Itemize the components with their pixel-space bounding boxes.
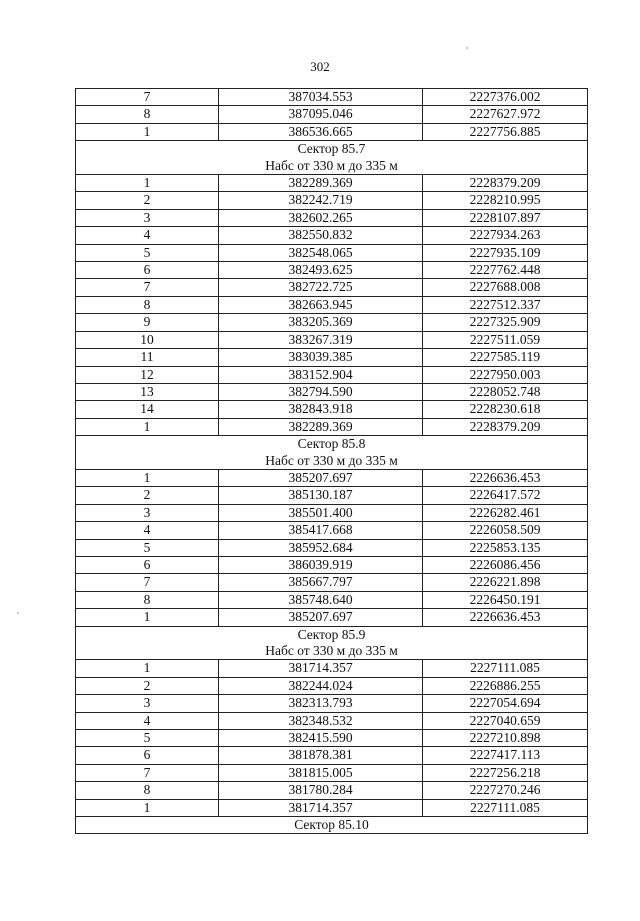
x-coordinate-cell: 382794.590: [219, 383, 423, 400]
point-number-cell: 1: [76, 123, 219, 140]
table-row: [76, 227, 588, 244]
x-coordinate-cell: 383039.385: [219, 349, 423, 366]
x-coordinate-cell: 382548.065: [219, 244, 423, 261]
x-coordinate-cell: 385417.668: [219, 522, 423, 539]
point-number-cell: 5: [76, 730, 219, 747]
table-row: [76, 262, 588, 279]
table-row: [76, 782, 588, 799]
sector-header-row: [76, 626, 588, 643]
table-row: [76, 244, 588, 261]
point-number-cell: 2: [76, 487, 219, 504]
y-coordinate-cell: 2228107.897: [423, 209, 588, 226]
table-row: [76, 591, 588, 608]
table-row: [76, 279, 588, 296]
x-coordinate-cell: 381878.381: [219, 747, 423, 764]
table-row: [76, 331, 588, 348]
y-coordinate-cell: 2227585.119: [423, 349, 588, 366]
x-coordinate-cell: 382313.793: [219, 695, 423, 712]
x-coordinate-cell: 382242.719: [219, 192, 423, 209]
table-row: [76, 574, 588, 591]
point-number-cell: 8: [76, 591, 219, 608]
table-row: [76, 123, 588, 140]
sector-height-row: [76, 453, 588, 470]
y-coordinate-cell: 2227325.909: [423, 314, 588, 331]
table-row: [76, 764, 588, 781]
table-row: [76, 401, 588, 418]
y-coordinate-cell: 2226221.898: [423, 574, 588, 591]
point-number-cell: 1: [76, 660, 219, 677]
table-row: [76, 209, 588, 226]
y-coordinate-cell: 2227417.113: [423, 747, 588, 764]
sector-height-range: Набс от 330 м до 335 м: [76, 158, 588, 175]
y-coordinate-cell: 2225853.135: [423, 539, 588, 556]
x-coordinate-cell: 383152.904: [219, 366, 423, 383]
y-coordinate-cell: 2226886.255: [423, 677, 588, 694]
y-coordinate-cell: 2226282.461: [423, 504, 588, 521]
table-row: [76, 504, 588, 521]
table-row: [76, 366, 588, 383]
x-coordinate-cell: 385130.187: [219, 487, 423, 504]
x-coordinate-cell: 383267.319: [219, 331, 423, 348]
y-coordinate-cell: 2226636.453: [423, 609, 588, 626]
x-coordinate-cell: 381815.005: [219, 764, 423, 781]
x-coordinate-cell: 382348.532: [219, 712, 423, 729]
sector-title: Сектор 85.9: [76, 626, 588, 643]
sector-title: Сектор 85.10: [76, 817, 588, 834]
y-coordinate-cell: 2227511.059: [423, 331, 588, 348]
y-coordinate-cell: 2227950.003: [423, 366, 588, 383]
x-coordinate-cell: 385952.684: [219, 539, 423, 556]
table-row: [76, 556, 588, 573]
table-row: [76, 487, 588, 504]
x-coordinate-cell: 382244.024: [219, 677, 423, 694]
y-coordinate-cell: 2227627.972: [423, 106, 588, 123]
y-coordinate-cell: 2227376.002: [423, 89, 588, 106]
table-row: [76, 747, 588, 764]
x-coordinate-cell: 385748.640: [219, 591, 423, 608]
point-number-cell: 5: [76, 539, 219, 556]
point-number-cell: 1: [76, 799, 219, 816]
x-coordinate-cell: 381780.284: [219, 782, 423, 799]
y-coordinate-cell: 2227210.898: [423, 730, 588, 747]
x-coordinate-cell: 385501.400: [219, 504, 423, 521]
y-coordinate-cell: 2227054.694: [423, 695, 588, 712]
y-coordinate-cell: 2228379.209: [423, 418, 588, 435]
x-coordinate-cell: 387095.046: [219, 106, 423, 123]
y-coordinate-cell: 2227512.337: [423, 296, 588, 313]
x-coordinate-cell: 387034.553: [219, 89, 423, 106]
page-number: 302: [310, 59, 330, 74]
point-number-cell: 12: [76, 366, 219, 383]
y-coordinate-cell: 2227270.246: [423, 782, 588, 799]
coordinates-table: [75, 88, 588, 834]
sector-header-row: [76, 436, 588, 453]
y-coordinate-cell: 2227688.008: [423, 279, 588, 296]
point-number-cell: 7: [76, 764, 219, 781]
point-number-cell: 11: [76, 349, 219, 366]
table-row: [76, 106, 588, 123]
point-number-cell: 6: [76, 747, 219, 764]
point-number-cell: 4: [76, 227, 219, 244]
point-number-cell: 2: [76, 677, 219, 694]
point-number-cell: 1: [76, 418, 219, 435]
point-number-cell: 6: [76, 556, 219, 573]
point-number-cell: 10: [76, 331, 219, 348]
point-number-cell: 3: [76, 504, 219, 521]
x-coordinate-cell: 386536.665: [219, 123, 423, 140]
x-coordinate-cell: 381714.357: [219, 799, 423, 816]
sector-height-range: Набс от 330 м до 335 м: [76, 453, 588, 470]
table-row: [76, 730, 588, 747]
y-coordinate-cell: 2226058.509: [423, 522, 588, 539]
x-coordinate-cell: 386039.919: [219, 556, 423, 573]
table-row: [76, 609, 588, 626]
point-number-cell: 2: [76, 192, 219, 209]
y-coordinate-cell: 2228379.209: [423, 175, 588, 192]
y-coordinate-cell: 2227111.085: [423, 799, 588, 816]
table-row: [76, 712, 588, 729]
point-number-cell: 9: [76, 314, 219, 331]
sector-title: Сектор 85.7: [76, 141, 588, 158]
y-coordinate-cell: 2228210.995: [423, 192, 588, 209]
table-row: [76, 89, 588, 106]
point-number-cell: 1: [76, 469, 219, 486]
table-row: [76, 469, 588, 486]
point-number-cell: 7: [76, 89, 219, 106]
y-coordinate-cell: 2227111.085: [423, 660, 588, 677]
table-row: [76, 349, 588, 366]
y-coordinate-cell: 2228052.748: [423, 383, 588, 400]
table-row: [76, 296, 588, 313]
point-number-cell: 3: [76, 695, 219, 712]
table-row: [76, 383, 588, 400]
point-number-cell: 14: [76, 401, 219, 418]
coordinates-table-body: [76, 89, 588, 834]
sector-header-row: [76, 817, 588, 834]
table-row: [76, 418, 588, 435]
sector-height-row: [76, 158, 588, 175]
point-number-cell: 7: [76, 279, 219, 296]
point-number-cell: 1: [76, 175, 219, 192]
table-row: [76, 192, 588, 209]
point-number-cell: 13: [76, 383, 219, 400]
point-number-cell: 5: [76, 244, 219, 261]
sector-height-row: [76, 643, 588, 660]
x-coordinate-cell: 385207.697: [219, 609, 423, 626]
x-coordinate-cell: 385667.797: [219, 574, 423, 591]
y-coordinate-cell: 2226086.456: [423, 556, 588, 573]
x-coordinate-cell: 382602.265: [219, 209, 423, 226]
y-coordinate-cell: 2227040.659: [423, 712, 588, 729]
x-coordinate-cell: 382843.918: [219, 401, 423, 418]
point-number-cell: 8: [76, 106, 219, 123]
y-coordinate-cell: 2227256.218: [423, 764, 588, 781]
table-row: [76, 799, 588, 816]
x-coordinate-cell: 382289.369: [219, 175, 423, 192]
table-row: [76, 314, 588, 331]
x-coordinate-cell: 383205.369: [219, 314, 423, 331]
point-number-cell: 8: [76, 296, 219, 313]
x-coordinate-cell: 382289.369: [219, 418, 423, 435]
point-number-cell: 8: [76, 782, 219, 799]
y-coordinate-cell: 2226636.453: [423, 469, 588, 486]
point-number-cell: 3: [76, 209, 219, 226]
y-coordinate-cell: 2228230.618: [423, 401, 588, 418]
x-coordinate-cell: 385207.697: [219, 469, 423, 486]
table-row: [76, 522, 588, 539]
y-coordinate-cell: 2226417.572: [423, 487, 588, 504]
x-coordinate-cell: 381714.357: [219, 660, 423, 677]
table-row: [76, 695, 588, 712]
sector-title: Сектор 85.8: [76, 436, 588, 453]
table-row: [76, 175, 588, 192]
y-coordinate-cell: 2227935.109: [423, 244, 588, 261]
point-number-cell: 4: [76, 712, 219, 729]
y-coordinate-cell: 2227934.263: [423, 227, 588, 244]
x-coordinate-cell: 382663.945: [219, 296, 423, 313]
y-coordinate-cell: 2226450.191: [423, 591, 588, 608]
x-coordinate-cell: 382550.832: [219, 227, 423, 244]
y-coordinate-cell: 2227762.448: [423, 262, 588, 279]
x-coordinate-cell: 382493.625: [219, 262, 423, 279]
y-coordinate-cell: 2227756.885: [423, 123, 588, 140]
x-coordinate-cell: 382722.725: [219, 279, 423, 296]
point-number-cell: 7: [76, 574, 219, 591]
scan-speck: [466, 47, 468, 49]
scan-speck: [17, 612, 19, 614]
table-row: [76, 660, 588, 677]
table-row: [76, 539, 588, 556]
sector-header-row: [76, 141, 588, 158]
sector-height-range: Набс от 330 м до 335 м: [76, 643, 588, 660]
point-number-cell: 1: [76, 609, 219, 626]
point-number-cell: 6: [76, 262, 219, 279]
x-coordinate-cell: 382415.590: [219, 730, 423, 747]
table-row: [76, 677, 588, 694]
point-number-cell: 4: [76, 522, 219, 539]
